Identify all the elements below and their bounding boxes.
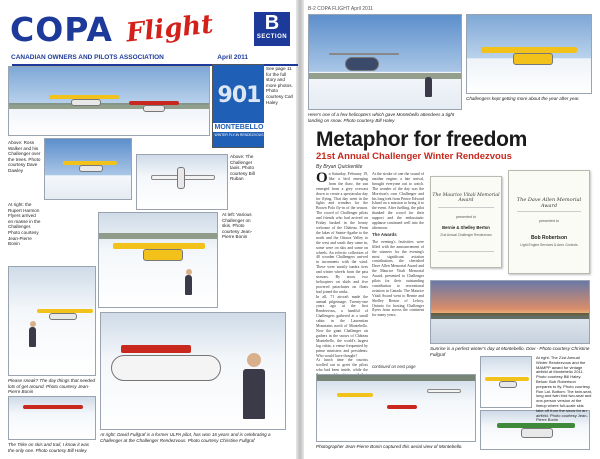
departure-caption: Challengers kept getting more about the year after year. [466,96,580,101]
lineup-photo [480,356,532,408]
article-byline: By Bryan Quickenlite [316,164,363,170]
pilot-figure [29,327,36,347]
flying-photo [44,138,132,200]
awards-heading: The Awards [372,231,397,237]
section-badge [254,12,290,46]
poster-subtitle: WINTER FLY-IN RENDEZVOUS [214,133,264,137]
aerial-crowd-photo [316,374,476,442]
ski-line-photo [8,266,96,376]
portrait-photo [100,312,286,430]
yellow-challenger-photo [98,212,218,308]
gathering-caption: At right: the Rupert Harmon Flyers arrived en masse in the Challenger. Photo courtesy Jean-Pierre Bonin [8,202,41,247]
top-view-photo [136,154,228,210]
section-word: SECTION [256,34,288,40]
sunrise-caption: Sunrise is a perfect winter's day at Montebello. Dow - Photo courtesy Christine Fullgraf [430,346,590,357]
article-subhead: 21st Annual Challenger Winter Rendezvous [316,151,512,162]
pilot-figure [185,275,192,295]
top-view-caption: Above: The Challenger taxis. Photo courtesy Bill Ruban [230,154,255,182]
tagline: CANADIAN OWNERS AND PILOTS ASSOCIATION [11,54,164,61]
brand-script-logo: Flight [124,9,215,49]
event-poster [212,64,264,148]
left-page [4,4,296,455]
allen-award-certificate: The Dave Allen Memorial Award presented to Bob Robertson Light Engine Services & Aero Controls [508,170,590,274]
poster-number: 901 [217,83,261,108]
hero-photo [8,66,210,136]
trike-caption: The Trike on skis and trail, I know it was the only one. Photo courtesy Bill Haley [8,442,90,453]
trike-photo [8,396,96,440]
sunrise-photo [430,280,590,344]
ski-line-caption: At left: Various Challenger on skis. Photo courtesy Jean-Pierre Bonin [222,212,253,240]
flying-caption: Above: Ross Walker and his Challenger over the trees. Photo courtesy Dave Dawley [8,140,41,173]
vitali-award-certificate: The Maurice Vitali Memorial Award presented to Bernie & Shelley Berton 21st Annual Challenger Rendezvous [430,176,502,268]
pilot-figure [243,369,265,419]
right-page [304,4,596,455]
pilot-figure [425,77,432,97]
section-letter: B [264,12,280,34]
page-folio: B-2 COPA FLIGHT April 2011 [308,6,374,12]
helicopter-caption: Here's one of a few helicopters which gave Montebello attendees a tight landing on snow. Photo courtesy Bill Haley [308,112,455,123]
masthead [8,8,294,70]
bottom-right-caption: At right: The 21st Annual Winter Rendezvous and the MAMPP award for vintage airfield at Montebello 2011. Photo courtesy Bill Haley. Below: Bob Robertson prepares to fly. Photo courtesy Ron Lai. Bottom: The twin-seat, long and twin bird two-seat and one-person version at the lineup where full-scale skis take off from the snow for an airfield. Photo courtesy Jean-Pierre Bonin [536,355,592,423]
tree-line [9,103,209,109]
article-column-1: On Saturday, February 19, like a bird emerging from the thaw, the sun emerged from a grey overcast down to create a spectacular day for flying. That day went in the lights and wonders for the Brown Polo fly-in of the season. The crowd of Challenger pilots and friends who had arrived on Friday basked in the hearty welcome of the Château. From the lakes of Sainte-Agathe to the north and the Ottawa Valley to the west and south they came in, some were on skis and some on wheels. An eclectic collection of 40 wooden Challengers arrived in increments with the wind. These were mostly tundra tires and winter wheels from the past seasons. By noon, two helicopters on skids and five powered parachutes on floats had joined the ranks. In all, 71 aircraft made the annual pilgrimage. Twenty-one years ago at the first Rendezvous, a handful of Challengers gathered at a small cabin in the Laurentian Mountains north of Montebello. Now the giant Challenger air gathers in the snows of Château Montebello, the world's largest log cabin, a venue frequented by prime ministers and presidents. Who would have thought? At lunch time the tourists strolled out to greet the pilots who had been inside, while the [316,170,368,373]
article-column-2: At the stroke of one the sound of another engine, a late arrival, brought everyone out to watch. The wonder of the day was the Morrison's own Challenger and his long trek from Prince Edward Island on a mission to bring it to the event. After fuelling, the pilot thanked the crowd for their support and the enthusiastic applause continued well into the afternoon. The Awards The evening's festivities were filled with the announcement of the winners for the evening's most significant aviation contributions, the cherished Dave Allen Memorial Award and the Maurice Vitali Memorial Award, presented to Challenger pilots for their outstanding contribution to recreational aviation in Canada. The Maurice Vitali Award went to Bernie and Shelley Berton of Lefroy, Ontario for hosting Challenger flyers from across the continent for many years. [372,172,424,318]
poster-caption: See page 11 for the full story and more photos. Photo courtesy Carl Haley [266,66,294,105]
article-headline: Metaphor for freedom [316,128,528,151]
continued-note: continued on next page [372,364,416,369]
portrait-caption: At right: David Fullgraf is a former ULPA pilot, has won 16 years and is celebrating a Challenger at the Challenger Rendezvous. Photo courtesy Christine Fullgraf [100,432,271,443]
poster-title: MONTEBELLO [214,124,264,131]
drop-cap: O [316,170,328,186]
groups-caption: Please sneak? The day things that needed lots of get around. Photo courtesy Jean-Pierre Bonin [8,378,96,395]
page-gutter [296,0,304,459]
helicopter-photo [308,14,462,110]
departure-photo [466,14,592,94]
brand-logo: COPA [10,10,113,49]
aerial-crowd-caption: Photographer Jean-Pierre Bonin captured this aerial view of Montebello. [316,444,463,449]
issue-date: April 2011 [217,54,248,61]
